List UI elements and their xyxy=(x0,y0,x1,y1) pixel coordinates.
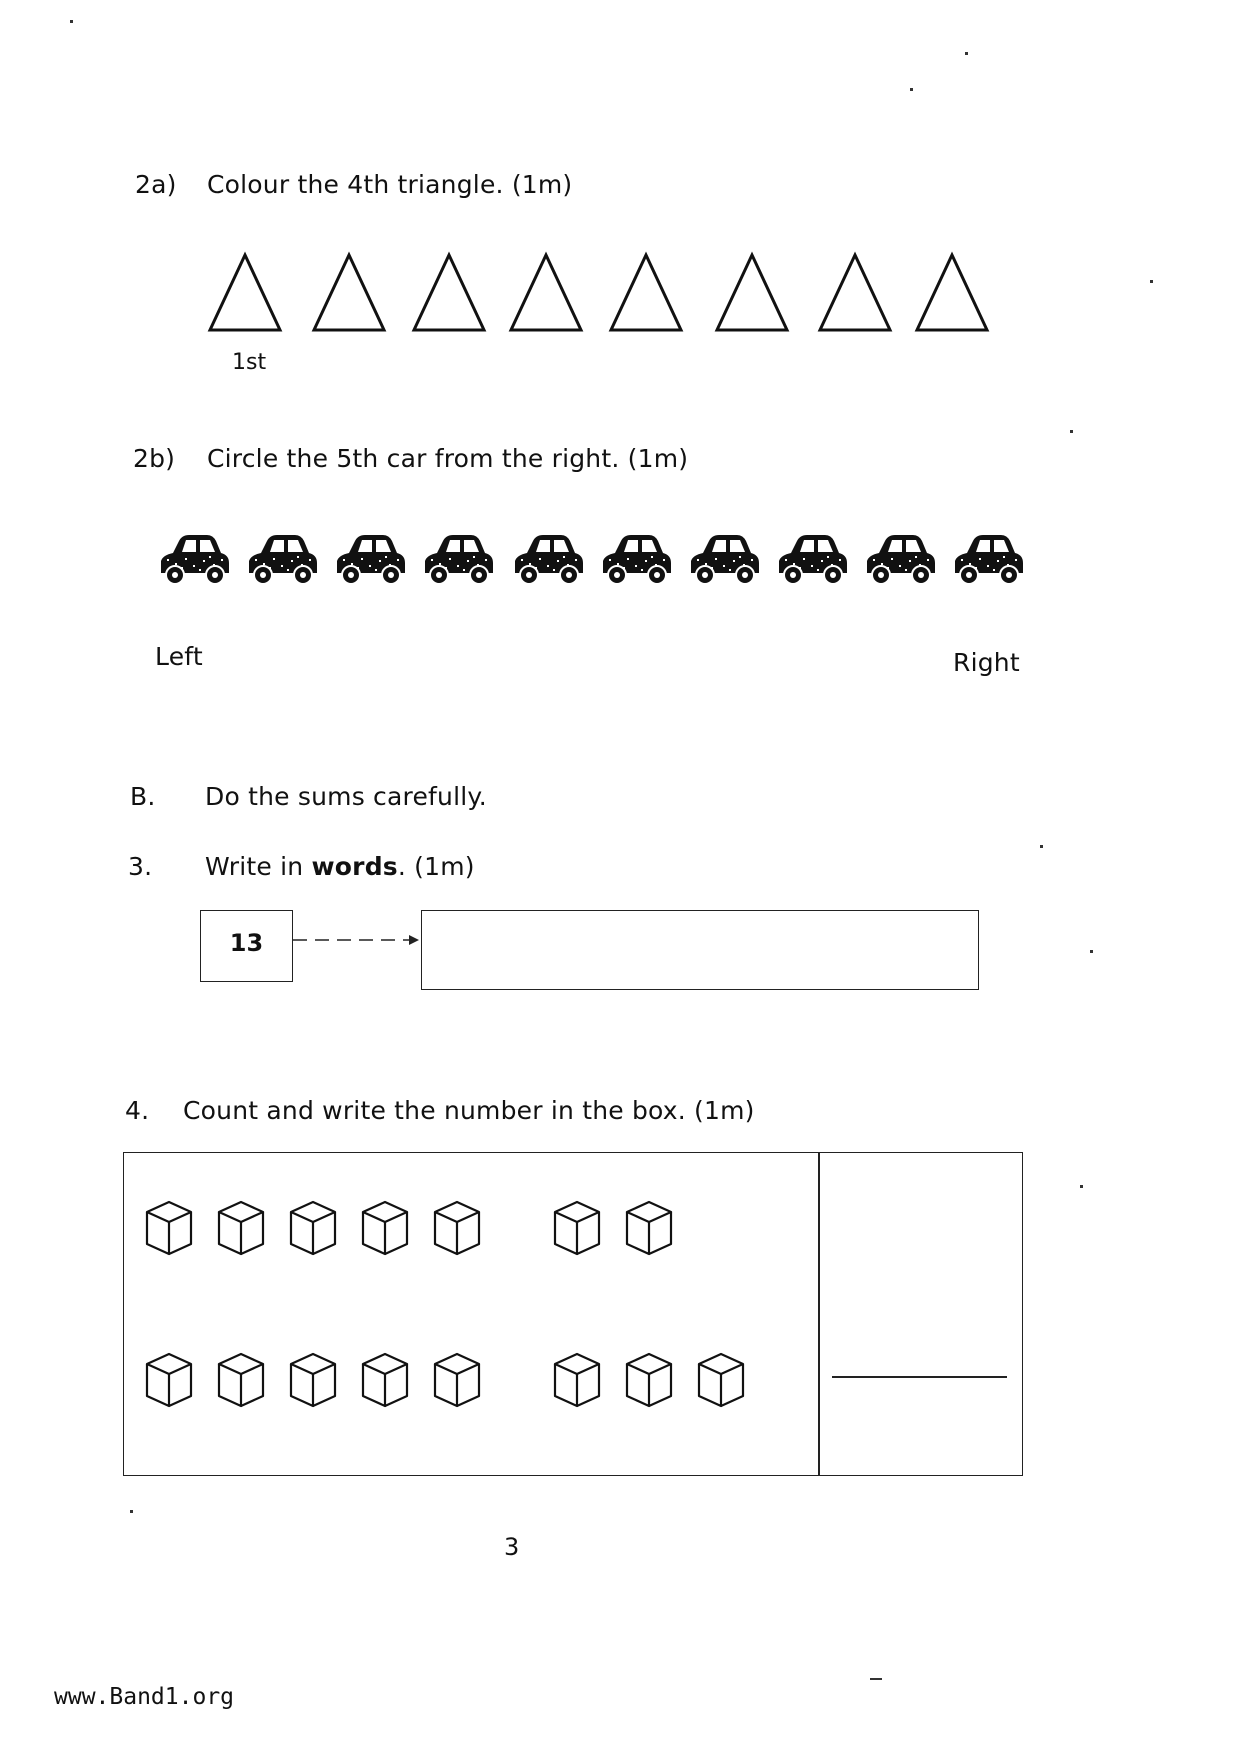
cube xyxy=(435,1202,479,1254)
footer-site: www.Band1.org xyxy=(54,1684,235,1710)
left-label: Left xyxy=(155,642,203,671)
car-3 xyxy=(337,535,405,584)
car-2 xyxy=(249,535,317,584)
cube xyxy=(219,1202,263,1254)
first-label: 1st xyxy=(232,350,267,375)
cube xyxy=(555,1354,599,1406)
car-4 xyxy=(425,535,493,584)
triangle-row xyxy=(205,250,1015,340)
q2b-number: 2b) xyxy=(133,444,176,473)
answer-box-words[interactable] xyxy=(421,910,979,990)
triangle-7 xyxy=(820,255,890,330)
triangle-1 xyxy=(210,255,280,330)
triangle-3 xyxy=(414,255,484,330)
right-label: Right xyxy=(953,648,1020,677)
triangle-4 xyxy=(511,255,581,330)
cube xyxy=(147,1202,191,1254)
section-b-text: Do the sums carefully. xyxy=(205,782,487,811)
given-number: 13 xyxy=(229,929,264,957)
triangle-2 xyxy=(314,255,384,330)
triangle-5 xyxy=(611,255,681,330)
cube xyxy=(363,1354,407,1406)
q2a-number: 2a) xyxy=(135,170,177,199)
cube xyxy=(147,1354,191,1406)
car-5 xyxy=(515,535,583,584)
scan-speck xyxy=(70,20,73,23)
cube xyxy=(291,1354,335,1406)
section-b-letter: B. xyxy=(130,782,156,811)
cube xyxy=(699,1354,743,1406)
frame-divider xyxy=(818,1152,820,1476)
car-10 xyxy=(955,535,1023,584)
q3-text: Write in words. (1m) xyxy=(205,852,475,881)
car-row xyxy=(155,525,1035,595)
scan-speck xyxy=(910,88,913,91)
cube xyxy=(363,1202,407,1254)
arrow-connector xyxy=(293,930,423,950)
car-7 xyxy=(691,535,759,584)
scan-speck xyxy=(1040,845,1043,848)
cube xyxy=(627,1354,671,1406)
q3-number: 3. xyxy=(128,852,153,881)
cube xyxy=(555,1202,599,1254)
scan-speck xyxy=(1150,280,1153,283)
scan-speck xyxy=(965,52,968,55)
cube-row-2 xyxy=(143,1344,763,1414)
triangle-8 xyxy=(917,255,987,330)
scan-speck xyxy=(870,1678,882,1680)
car-6 xyxy=(603,535,671,584)
scan-speck xyxy=(1080,1185,1083,1188)
q2a-text: Colour the 4th triangle. (1m) xyxy=(207,170,573,199)
cube xyxy=(627,1202,671,1254)
scan-speck xyxy=(130,1510,133,1513)
q2b-text: Circle the 5th car from the right. (1m) xyxy=(207,444,689,473)
cube xyxy=(435,1354,479,1406)
cube xyxy=(291,1202,335,1254)
car-1 xyxy=(161,535,229,584)
scan-speck xyxy=(1090,950,1093,953)
q4-number: 4. xyxy=(125,1096,150,1125)
answer-line[interactable] xyxy=(832,1376,1007,1378)
cube-row-1 xyxy=(143,1192,703,1262)
car-9 xyxy=(867,535,935,584)
car-8 xyxy=(779,535,847,584)
given-number-box xyxy=(200,910,293,982)
q4-text: Count and write the number in the box. (1m) xyxy=(183,1096,755,1125)
scan-speck xyxy=(1070,430,1073,433)
triangle-6 xyxy=(717,255,787,330)
cube xyxy=(219,1354,263,1406)
page-number: 3 xyxy=(504,1533,520,1561)
